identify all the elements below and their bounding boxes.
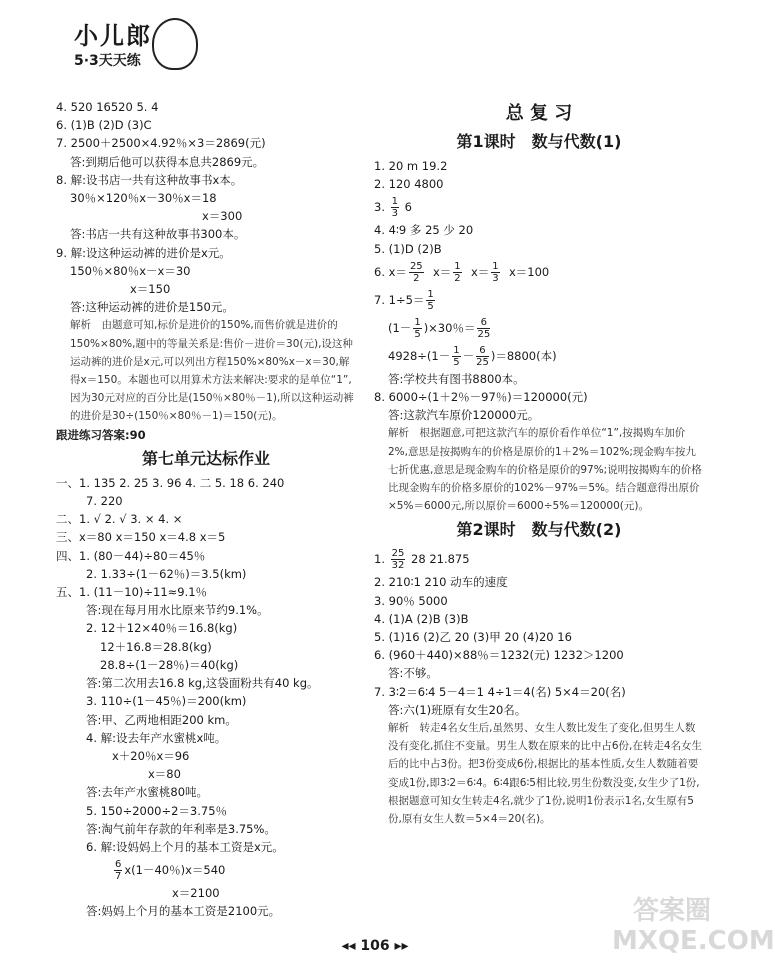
answer-line: (1－ $\frac{1}{5}$ )×30％＝ $\frac{6}{25}$ bbox=[388, 316, 491, 340]
answer-line: 9. 解:设这种运动裤的进价是x元。 bbox=[56, 245, 231, 260]
answer-line: 答:甲、乙两地相距200 km。 bbox=[86, 712, 237, 727]
equation-line: $\frac{6}{7}$ x(1－40％)x＝540 bbox=[115, 859, 226, 883]
answer-line: 30％×120％x－30％x＝18 bbox=[70, 191, 217, 206]
right-column bbox=[374, 98, 704, 828]
answer-line: 6. x＝ $\frac{25}{2}$ x＝ $\frac{1}{2}$ x＝ $\frac{1}{3}$ x＝100 bbox=[374, 260, 550, 284]
answer-line: 一、1. 135 2. 25 3. 96 4. 二 5. 18 6. 240 bbox=[56, 475, 285, 490]
logo-title: 小儿郎 bbox=[74, 22, 152, 50]
fraction: $\frac{1}{3}$ bbox=[391, 196, 399, 220]
answer-line: x＝300 bbox=[202, 209, 243, 224]
answer-line: 150％×80％x－x＝30 bbox=[70, 263, 191, 278]
answer-line: 2. 12＋12×40％＝16.8(kg) bbox=[86, 621, 238, 636]
analysis-note: 解析 根据题意,可把这款汽车的原价看作单位“1”,按揭购车加价2%,意思是按揭购车的价格是原价的1＋2%＝102%;现金购车按九七折优惠,意思是现金购车的价格是原价的97%;说明按揭购车的价格比现金购车的价格多原价的102%－97%＝5%。结合题意得出原价×5%＝6000元,所以原价＝6000÷5%＝120000(元)。 bbox=[388, 427, 702, 513]
section-title: 总 复 习 bbox=[505, 103, 573, 124]
answer-line: 答:现在每月用水比原来节约9.1%。 bbox=[86, 603, 269, 618]
answer-line: x＝150 bbox=[130, 282, 171, 297]
analysis-note: 解析 由题意可知,标价是进价的150%,而售价就是进价的150%×80%,题中的等量关系是:售价－进价＝30(元),设这种运动裤的进价是x元,可以列出方程150%×80%x－x＝30,解得x＝150。本题也可以用算术方法来解决:要求的是单位“1”,因为30元对应的百分比是(150％×80％－1),所以这种运动裤的进价是30÷(150％×80％－1)＝150(元)。 bbox=[70, 319, 354, 423]
answer-line: 1. $\frac{25}{32}$ 28 21.875 bbox=[374, 548, 470, 572]
answer-line: 四、1. (80－44)÷80＝45％ bbox=[56, 548, 206, 563]
answer-line: 2. 1.33÷(1－62％)＝3.5(km) bbox=[86, 566, 247, 581]
answer-line: 28.8÷(1－28％)＝40(kg) bbox=[100, 657, 239, 672]
answer-line: 答:到期后他可以获得本息共2869元。 bbox=[70, 154, 265, 169]
lesson-title: 第1课时 数与代数(1) bbox=[456, 132, 622, 151]
left-column bbox=[56, 98, 356, 921]
answer-line: 答:这种运动裤的进价是150元。 bbox=[70, 300, 234, 315]
answer-line: 1. 20 m 19.2 bbox=[374, 159, 448, 173]
page-number: ◂◂ 106 ▸▸ bbox=[341, 938, 409, 954]
watermark: 答案圈 MXQE.COM bbox=[612, 896, 775, 956]
answer-line: 7. 3∶2＝6∶4 5－4＝1 4÷1＝4(名) 5×4＝20(名) bbox=[374, 684, 626, 699]
lesson-title: 第2课时 数与代数(2) bbox=[456, 520, 622, 540]
answer-line: 4. 4∶9 多 25 少 20 bbox=[374, 223, 474, 238]
answer-line: 二、1. √ 2. √ 3. × 4. × bbox=[56, 512, 183, 527]
answer-line: 5. (1)D (2)B bbox=[374, 241, 442, 256]
answer-line: 答:学校共有图书8800本。 bbox=[388, 371, 525, 386]
answer-line: 4. 解:设去年产水蜜桃x吨。 bbox=[86, 730, 227, 745]
fraction: $\frac{6}{7}$ bbox=[115, 859, 122, 883]
answer-line: 2. 210∶1 210 动车的速度 bbox=[374, 575, 508, 590]
logo-subtitle: 5·3天天练 bbox=[74, 53, 141, 69]
answer-line: 答:第二次用去16.8 kg,这袋面粉共有40 kg。 bbox=[86, 676, 319, 691]
analysis-note: 解析 转走4名女生后,虽然男、女生人数比发生了变化,但男生人数没有变化,抓住不变量。男生人数在原来的比中占6份,在转走4名女生后的比中占3份。把3份变成6份,根据比的基本性质,女生人数随着要变成1份,即3∶2＝6∶4。6∶4跟6∶5相比较,男生份数没变,女生少了1份,根据题意可知女生转走4名,就少了1份,说明1份表示1名,女生原有5份,原有女生人数＝5×4＝20(名)。 bbox=[388, 722, 703, 826]
answer-line: 4928÷(1－ $\frac{1}{5}$ － $\frac{6}{25}$ )＝8800(本) bbox=[388, 344, 557, 368]
answer-line: x＝2100 bbox=[172, 886, 220, 901]
answer-line: 12＋16.8＝28.8(kg) bbox=[100, 639, 212, 654]
answer-line: 答:六(1)班原有女生20名。 bbox=[388, 702, 527, 717]
answer-line: 3. 90％ 5000 bbox=[374, 593, 448, 608]
answer-line: 五、1. (11－10)÷11≈9.1％ bbox=[56, 585, 208, 600]
answer-line: 2. 120 4800 bbox=[374, 177, 444, 192]
logo bbox=[52, 10, 192, 70]
answer-line: x＋20％x＝96 bbox=[112, 748, 190, 763]
answer-line: 三、x＝80 x＝150 x＝4.8 x＝5 bbox=[56, 530, 226, 545]
answer-line: 4. (1)A (2)B (3)B bbox=[374, 611, 469, 626]
answer-line: 6. (1)B (2)D (3)C bbox=[56, 118, 152, 133]
answer-line: 6. 解:设妈妈上个月的基本工资是x元。 bbox=[86, 839, 284, 854]
answer-line: 6. (960＋440)×88％＝1232(元) 1232＞1200 bbox=[374, 648, 624, 663]
answer-line: 7. 220 bbox=[86, 494, 123, 509]
unit-title: 第七单元达标作业 bbox=[141, 448, 270, 468]
cartoon-face-icon bbox=[152, 18, 198, 70]
answer-line: 8. 6000÷(1＋2％－97％)＝120000(元) bbox=[374, 390, 588, 405]
answer-line: 8. 解:设书店一共有这种故事书x本。 bbox=[56, 172, 243, 187]
answer-line: 答:不够。 bbox=[388, 666, 438, 681]
answer-line: 5. 150÷2000÷2＝3.75％ bbox=[86, 803, 228, 818]
answer-line: 答:淘气前年存款的年利率是3.75%。 bbox=[86, 821, 276, 836]
answer-line: 3. $\frac{1}{3}$ 6 bbox=[374, 196, 412, 220]
answer-line: x＝80 bbox=[148, 767, 181, 782]
answer-line: 5. (1)16 (2)乙 20 (3)甲 20 (4)20 16 bbox=[374, 630, 572, 645]
answer-line: 3. 110÷(1－45％)＝200(km) bbox=[86, 694, 247, 709]
answer-line: 4. 520 16520 5. 4 bbox=[56, 100, 159, 114]
answer-line: 答:去年产水蜜桃80吨。 bbox=[86, 785, 209, 800]
answer-line: 7. 2500＋2500×4.92％×3＝2869(元) bbox=[56, 136, 266, 151]
answer-line: 答:书店一共有这种故事书300本。 bbox=[70, 227, 246, 242]
follow-up-answer: 跟进练习答案:90 bbox=[56, 427, 146, 442]
answer-line: 答:这款汽车原价120000元。 bbox=[388, 408, 540, 423]
answer-line: 答:妈妈上个月的基本工资是2100元。 bbox=[86, 904, 281, 919]
answer-line: 7. 1÷5＝ $\frac{1}{5}$ bbox=[374, 288, 434, 312]
